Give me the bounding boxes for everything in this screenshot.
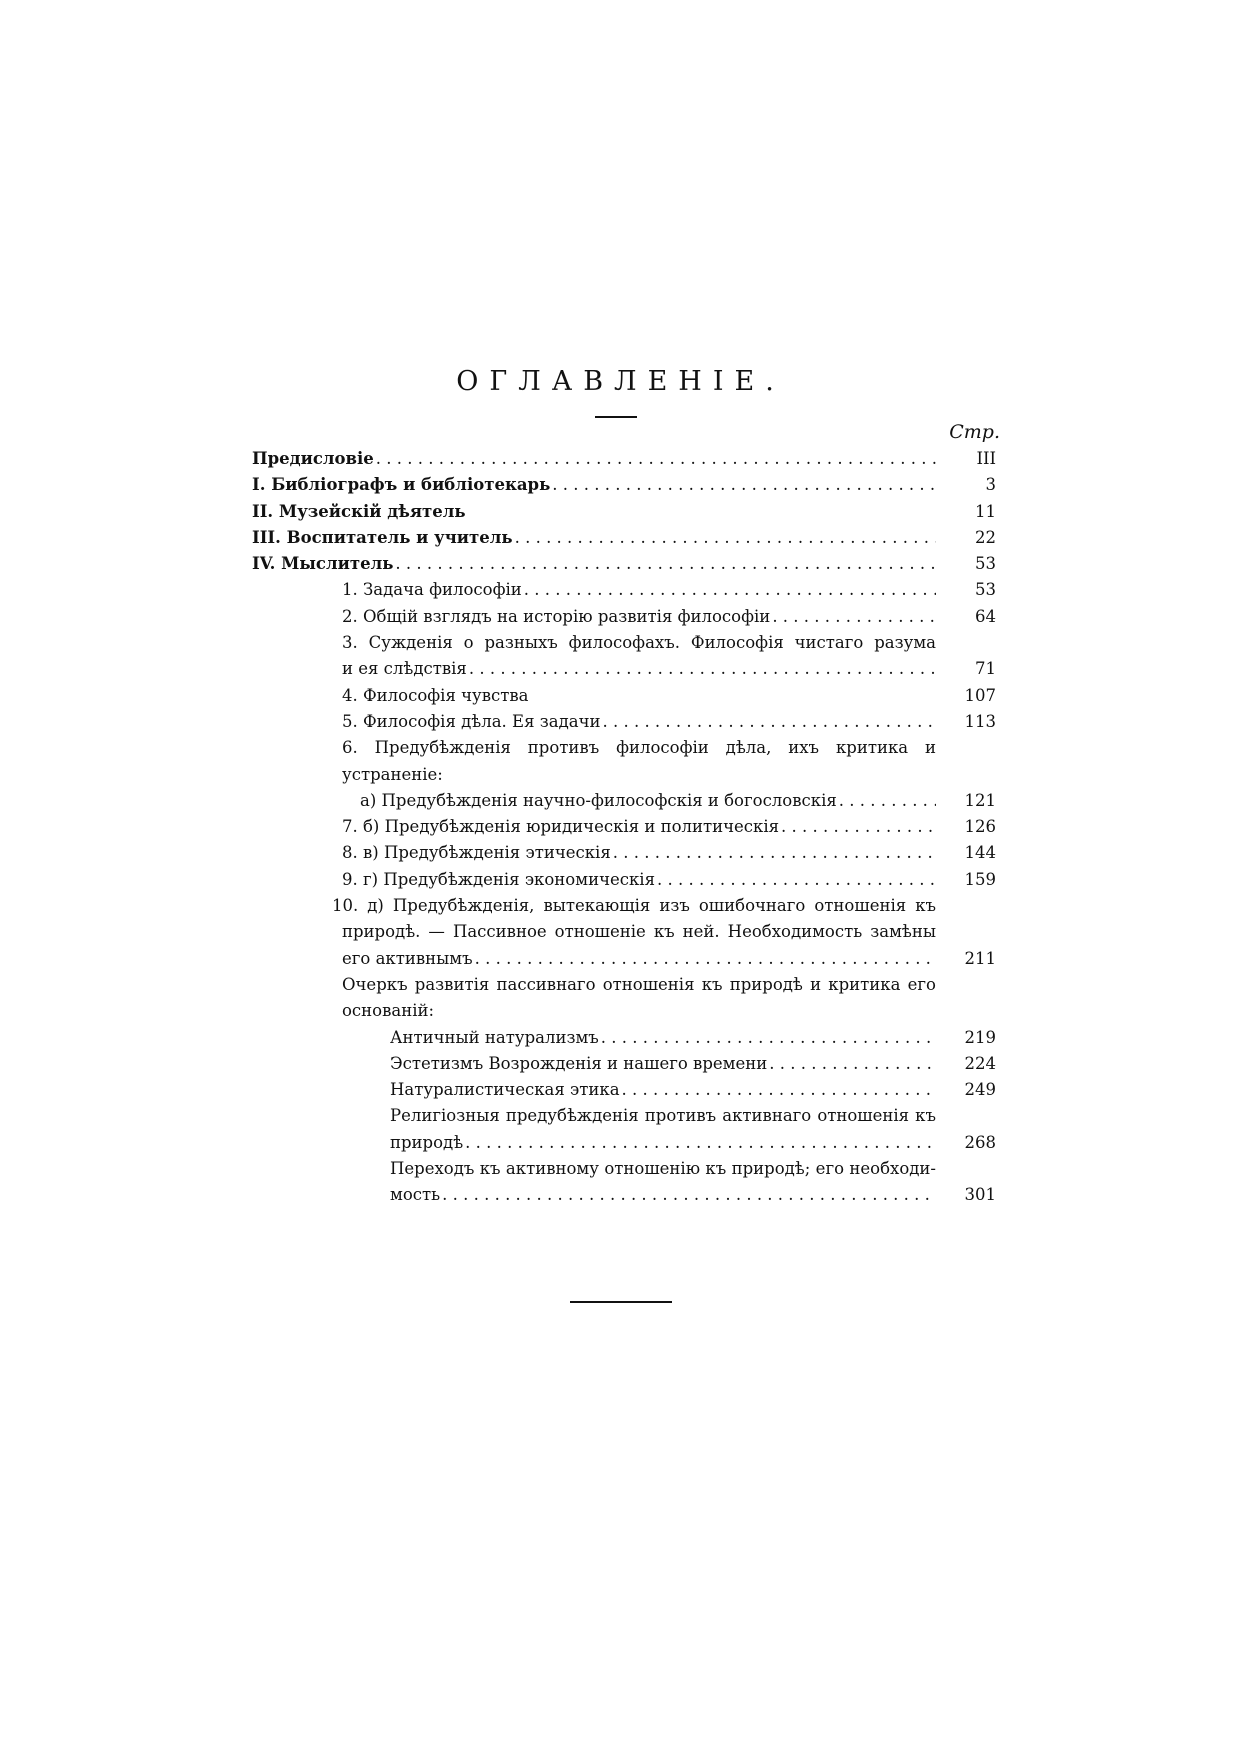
toc-leader-dots (839, 788, 936, 814)
toc-entry-title: устраненіе: (342, 764, 443, 784)
toc-entry (252, 735, 996, 761)
toc-entry (252, 472, 996, 498)
toc-entry (252, 867, 996, 893)
toc-entry-title: 6. Предубѣжденія противъ философіи дѣла, ихъ критика и (342, 738, 936, 758)
toc-entry (252, 656, 996, 682)
toc-entry-title: природѣ. — Пассивное отношеніе къ ней. Необходимость замѣны (342, 922, 936, 942)
toc-entry-title: Религіозныя предубѣжденія противъ активнаго отношенія къ (390, 1106, 936, 1126)
toc-page-number: 249 (964, 1080, 996, 1100)
toc-leader-dots (552, 472, 936, 498)
toc-entry (252, 551, 996, 577)
toc-entry-title: III. Воспитатель и учитель (252, 527, 513, 547)
toc-entry (252, 1103, 996, 1129)
toc-entry (252, 1051, 996, 1077)
toc-leader-dots (475, 946, 936, 972)
toc-entry-title: 10. д) Предубѣжденія, вытекающія изъ ошибочнаго отношенія къ (332, 896, 936, 916)
toc-entry-title: 1. Задача философіи (342, 580, 522, 600)
toc-leader-dots (469, 656, 936, 682)
toc-entry (252, 762, 996, 788)
toc-leader-dots (781, 814, 936, 840)
toc-page-number: 219 (964, 1027, 996, 1047)
toc-entry-title: Переходъ къ активному отношенію къ природѣ; его необходи- (390, 1159, 936, 1179)
toc-leader-dots (613, 840, 936, 866)
toc-page-number: 3 (985, 475, 996, 495)
toc-entry (252, 998, 996, 1024)
toc-entry (252, 525, 996, 551)
title-rule (595, 416, 637, 418)
toc-entry (252, 893, 996, 919)
toc-entry-title: 2. Общій взглядъ на исторію развитія философіи (342, 606, 771, 626)
toc-leader-dots (772, 604, 936, 630)
toc-entry (252, 1156, 996, 1182)
toc-entry-title: Античный натурализмъ (390, 1027, 599, 1047)
toc-page-number: 268 (964, 1132, 996, 1152)
table-of-contents (252, 446, 996, 1209)
toc-entry (252, 919, 996, 945)
page-column-label: Стр. (949, 421, 1000, 443)
toc-leader-dots (769, 1051, 936, 1077)
toc-entry-title: Очеркъ развитія пассивнаго отношенія къ природѣ и критика его (342, 974, 936, 994)
toc-page-number: III (976, 449, 996, 468)
toc-leader-dots (376, 446, 936, 472)
toc-entry (252, 1182, 996, 1208)
toc-entry-title: и ея слѣдствія (342, 659, 467, 679)
toc-leader-dots (601, 1025, 936, 1051)
toc-page-number: 11 (975, 501, 996, 521)
toc-page-number: 113 (964, 711, 996, 731)
toc-entry-title: I. Библіографъ и библіотекарь (252, 475, 551, 495)
toc-entry-title: II. Музейскій дѣятель (252, 501, 466, 521)
toc-leader-dots (515, 525, 936, 551)
toc-page-number: 22 (975, 527, 996, 547)
toc-entry-title: Эстетизмъ Возрожденія и нашего времени (390, 1053, 768, 1073)
toc-entry-title: а) Предубѣжденія научно-философскія и богословскія (360, 790, 837, 810)
toc-page-number: 211 (964, 948, 996, 968)
toc-entry (252, 709, 996, 735)
toc-entry (252, 840, 996, 866)
toc-leader-dots (465, 1130, 936, 1156)
toc-entry-title: Натуралистическая этика (390, 1080, 620, 1100)
toc-page-number: 121 (964, 790, 996, 810)
toc-entry (252, 683, 996, 709)
toc-entry-title: основаній: (342, 1001, 435, 1021)
toc-entry-title: Предисловіе (252, 449, 374, 468)
toc-entry (252, 946, 996, 972)
toc-entry (252, 1077, 996, 1103)
toc-entry-title: природѣ (390, 1132, 464, 1152)
toc-entry-title: 4. Философія чувства (342, 685, 529, 705)
toc-page-number: 53 (975, 580, 996, 600)
toc-page-number: 107 (964, 685, 996, 705)
toc-page-number: 144 (964, 843, 996, 863)
toc-leader-dots (602, 709, 936, 735)
toc-page-number: 53 (975, 554, 996, 574)
toc-entry (252, 577, 996, 603)
toc-leader-dots (395, 551, 936, 577)
toc-leader-dots (442, 1182, 936, 1208)
toc-entry (252, 1130, 996, 1156)
toc-entry (252, 446, 996, 472)
toc-page-number: 224 (964, 1053, 996, 1073)
toc-entry-title: 3. Сужденія о разныхъ философахъ. Философія чистаго разума (342, 633, 936, 653)
toc-leader-dots (657, 867, 936, 893)
toc-page-number: 71 (975, 659, 996, 679)
toc-entry-title: 9. г) Предубѣжденія экономическія (342, 869, 655, 889)
toc-entry (252, 499, 996, 525)
toc-entry-title: мость (390, 1185, 441, 1205)
toc-entry-title: его активнымъ (342, 948, 473, 968)
toc-leader-dots (524, 577, 936, 603)
toc-leader-dots (622, 1077, 936, 1103)
toc-entry (252, 814, 996, 840)
toc-entry (252, 630, 996, 656)
toc-entry-title: 8. в) Предубѣжденія этическія (342, 843, 611, 863)
toc-entry (252, 972, 996, 998)
toc-entry-title: 5. Философія дѣла. Ея задачи (342, 711, 601, 731)
toc-page-number: 159 (964, 869, 996, 889)
toc-entry-title: 7. б) Предубѣжденія юридическія и политическія (342, 817, 780, 837)
toc-entry-title: IV. Мыслитель (252, 554, 394, 574)
toc-page-number: 126 (964, 817, 996, 837)
toc-page-number: 301 (964, 1185, 996, 1205)
closing-rule (570, 1301, 672, 1303)
toc-entry (252, 604, 996, 630)
toc-entry (252, 1025, 996, 1051)
toc-entry (252, 788, 996, 814)
page-title: ОГЛАВЛЕНІЕ. (456, 366, 785, 397)
toc-page-number: 64 (975, 606, 996, 626)
